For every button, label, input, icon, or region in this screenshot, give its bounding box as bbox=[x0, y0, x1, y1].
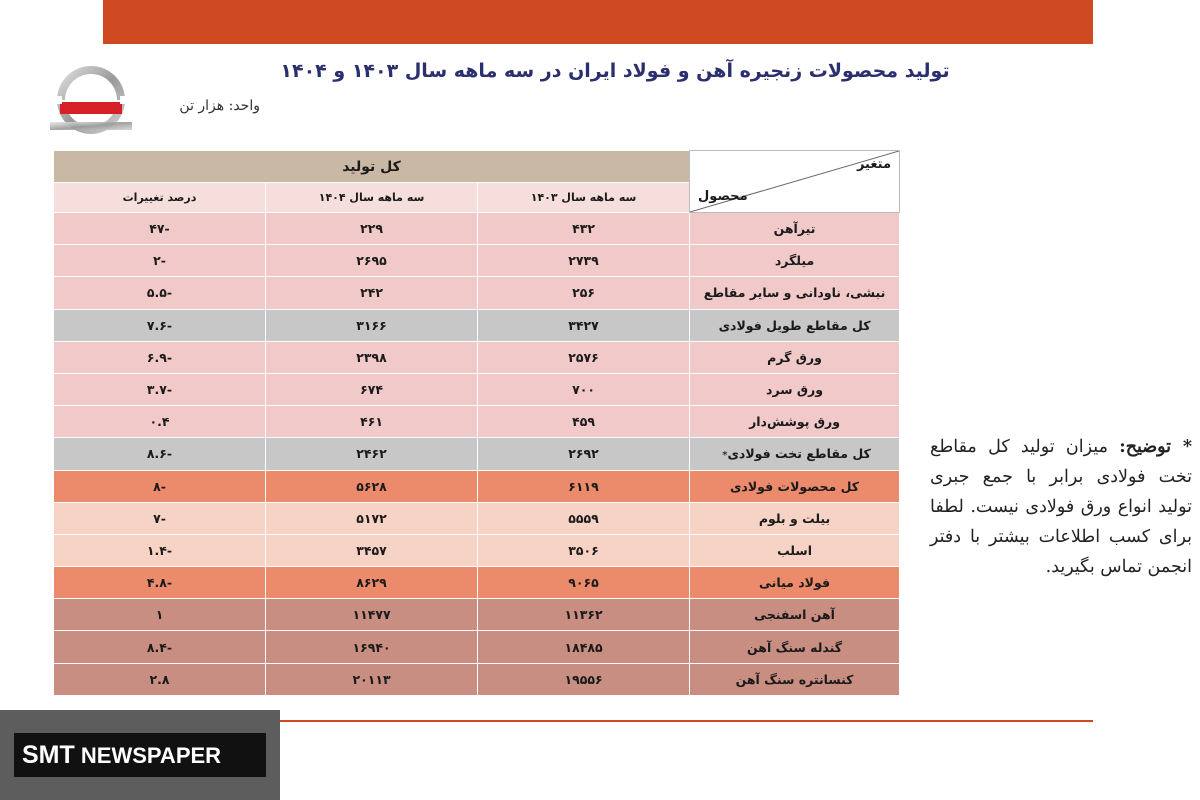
value-1403: ۱۱۳۶۲ bbox=[478, 599, 690, 631]
production-table bbox=[53, 150, 900, 696]
change-percent: -۳.۷ bbox=[54, 373, 266, 405]
table-row bbox=[54, 406, 900, 438]
table-row bbox=[54, 631, 900, 663]
unit-label: واحد: هزار تن bbox=[179, 98, 260, 114]
explanation-note bbox=[930, 432, 1192, 582]
brand-part-1: SMT bbox=[22, 741, 75, 769]
footnote-star: * bbox=[722, 450, 728, 462]
value-1403: ۱۸۴۸۵ bbox=[478, 631, 690, 663]
product-name: کل محصولات فولادی bbox=[690, 470, 900, 502]
value-1404: ۲۴۲ bbox=[266, 277, 478, 309]
product-name: بیلت و بلوم bbox=[690, 502, 900, 534]
value-1403: ۳۴۲۷ bbox=[478, 309, 690, 341]
table-row bbox=[54, 373, 900, 405]
value-1404: ۲۲۹ bbox=[266, 213, 478, 245]
value-1404: ۳۱۶۶ bbox=[266, 309, 478, 341]
product-name: کل مقاطع طویل فولادی bbox=[690, 309, 900, 341]
value-1403: ۲۵۷۶ bbox=[478, 341, 690, 373]
value-1403: ۴۵۹ bbox=[478, 406, 690, 438]
column-header-change: درصد تغییرات bbox=[54, 183, 266, 213]
value-1404: ۲۶۹۵ bbox=[266, 245, 478, 277]
table-row bbox=[54, 309, 900, 341]
page-title: تولید محصولات زنجیره آهن و فولاد ایران در سه ماهه سال ۱۴۰۳ و ۱۴۰۴ bbox=[280, 60, 950, 82]
top-accent-bar bbox=[103, 0, 1093, 44]
table-row bbox=[54, 213, 900, 245]
product-name: ورق گرم bbox=[690, 341, 900, 373]
product-name: گندله سنگ آهن bbox=[690, 631, 900, 663]
table-row bbox=[54, 245, 900, 277]
value-1403: ۹۰۶۵ bbox=[478, 567, 690, 599]
association-logo-icon bbox=[40, 60, 142, 140]
table-row bbox=[54, 502, 900, 534]
value-1404: ۶۷۴ bbox=[266, 373, 478, 405]
product-name-cell bbox=[690, 438, 900, 470]
product-name: فولاد میانی bbox=[690, 567, 900, 599]
value-1404: ۲۰۱۱۳ bbox=[266, 663, 478, 695]
product-name: اسلب bbox=[690, 534, 900, 566]
value-1403: ۷۰۰ bbox=[478, 373, 690, 405]
change-percent: -۸.۶ bbox=[54, 438, 266, 470]
value-1404: ۵۶۲۸ bbox=[266, 470, 478, 502]
product-name: آهن اسفنجی bbox=[690, 599, 900, 631]
column-header-1404: سه ماهه سال ۱۴۰۴ bbox=[266, 183, 478, 213]
product-name: تیرآهن bbox=[690, 213, 900, 245]
value-1404: ۴۶۱ bbox=[266, 406, 478, 438]
table-row bbox=[54, 470, 900, 502]
product-label: محصول bbox=[698, 189, 748, 204]
header-row bbox=[54, 151, 900, 183]
change-percent: ۰.۴ bbox=[54, 406, 266, 438]
value-1403: ۲۵۶ bbox=[478, 277, 690, 309]
total-production-header: کل تولید bbox=[54, 151, 690, 183]
table-row bbox=[54, 277, 900, 309]
table-row bbox=[54, 663, 900, 695]
change-percent: -۲ bbox=[54, 245, 266, 277]
table-row bbox=[54, 567, 900, 599]
change-percent: -۱.۴ bbox=[54, 534, 266, 566]
smt-newspaper-watermark bbox=[14, 733, 266, 777]
change-percent: -۸.۴ bbox=[54, 631, 266, 663]
change-percent: ۱ bbox=[54, 599, 266, 631]
change-percent: -۷.۶ bbox=[54, 309, 266, 341]
value-1404: ۲۴۶۲ bbox=[266, 438, 478, 470]
table-row bbox=[54, 341, 900, 373]
note-heading: * توضیح: bbox=[1119, 437, 1192, 457]
table-row bbox=[54, 534, 900, 566]
table-row bbox=[54, 599, 900, 631]
change-percent: ۲.۸ bbox=[54, 663, 266, 695]
product-name: ورق پوشش‌دار bbox=[690, 406, 900, 438]
product-name: نبشی، ناودانی و سایر مقاطع bbox=[690, 277, 900, 309]
variable-label: متغیر bbox=[856, 157, 892, 172]
value-1403: ۱۹۵۵۶ bbox=[478, 663, 690, 695]
value-1404: ۱۱۴۷۷ bbox=[266, 599, 478, 631]
value-1404: ۸۶۲۹ bbox=[266, 567, 478, 599]
change-percent: -۷ bbox=[54, 502, 266, 534]
brand-part-2: NEWSPAPER bbox=[74, 743, 222, 768]
product-name: میلگرد bbox=[690, 245, 900, 277]
column-header-1403: سه ماهه سال ۱۴۰۳ bbox=[478, 183, 690, 213]
note-text: میزان تولید کل مقاطع تخت فولادی برابر با جمع جبری تولید انواع ورق فولادی نیست. لطفا برای کسب اطلاعات بیشتر با دفتر انجمن تماس بگیرید. bbox=[930, 437, 1192, 577]
variable-product-header bbox=[690, 151, 900, 213]
change-percent: -۵.۵ bbox=[54, 277, 266, 309]
change-percent: -۴.۸ bbox=[54, 567, 266, 599]
table-row bbox=[54, 438, 900, 470]
product-name: کل مقاطع تخت فولادی bbox=[727, 446, 871, 462]
value-1403: ۲۷۳۹ bbox=[478, 245, 690, 277]
value-1403: ۲۶۹۲ bbox=[478, 438, 690, 470]
change-percent: -۴۷ bbox=[54, 213, 266, 245]
value-1404: ۵۱۷۲ bbox=[266, 502, 478, 534]
change-percent: -۸ bbox=[54, 470, 266, 502]
product-name: ورق سرد bbox=[690, 373, 900, 405]
value-1403: ۴۳۲ bbox=[478, 213, 690, 245]
value-1403: ۵۵۵۹ bbox=[478, 502, 690, 534]
value-1404: ۱۶۹۴۰ bbox=[266, 631, 478, 663]
value-1404: ۲۳۹۸ bbox=[266, 341, 478, 373]
value-1404: ۳۴۵۷ bbox=[266, 534, 478, 566]
product-name: کنسانتره سنگ آهن bbox=[690, 663, 900, 695]
value-1403: ۳۵۰۶ bbox=[478, 534, 690, 566]
change-percent: -۶.۹ bbox=[54, 341, 266, 373]
value-1403: ۶۱۱۹ bbox=[478, 470, 690, 502]
